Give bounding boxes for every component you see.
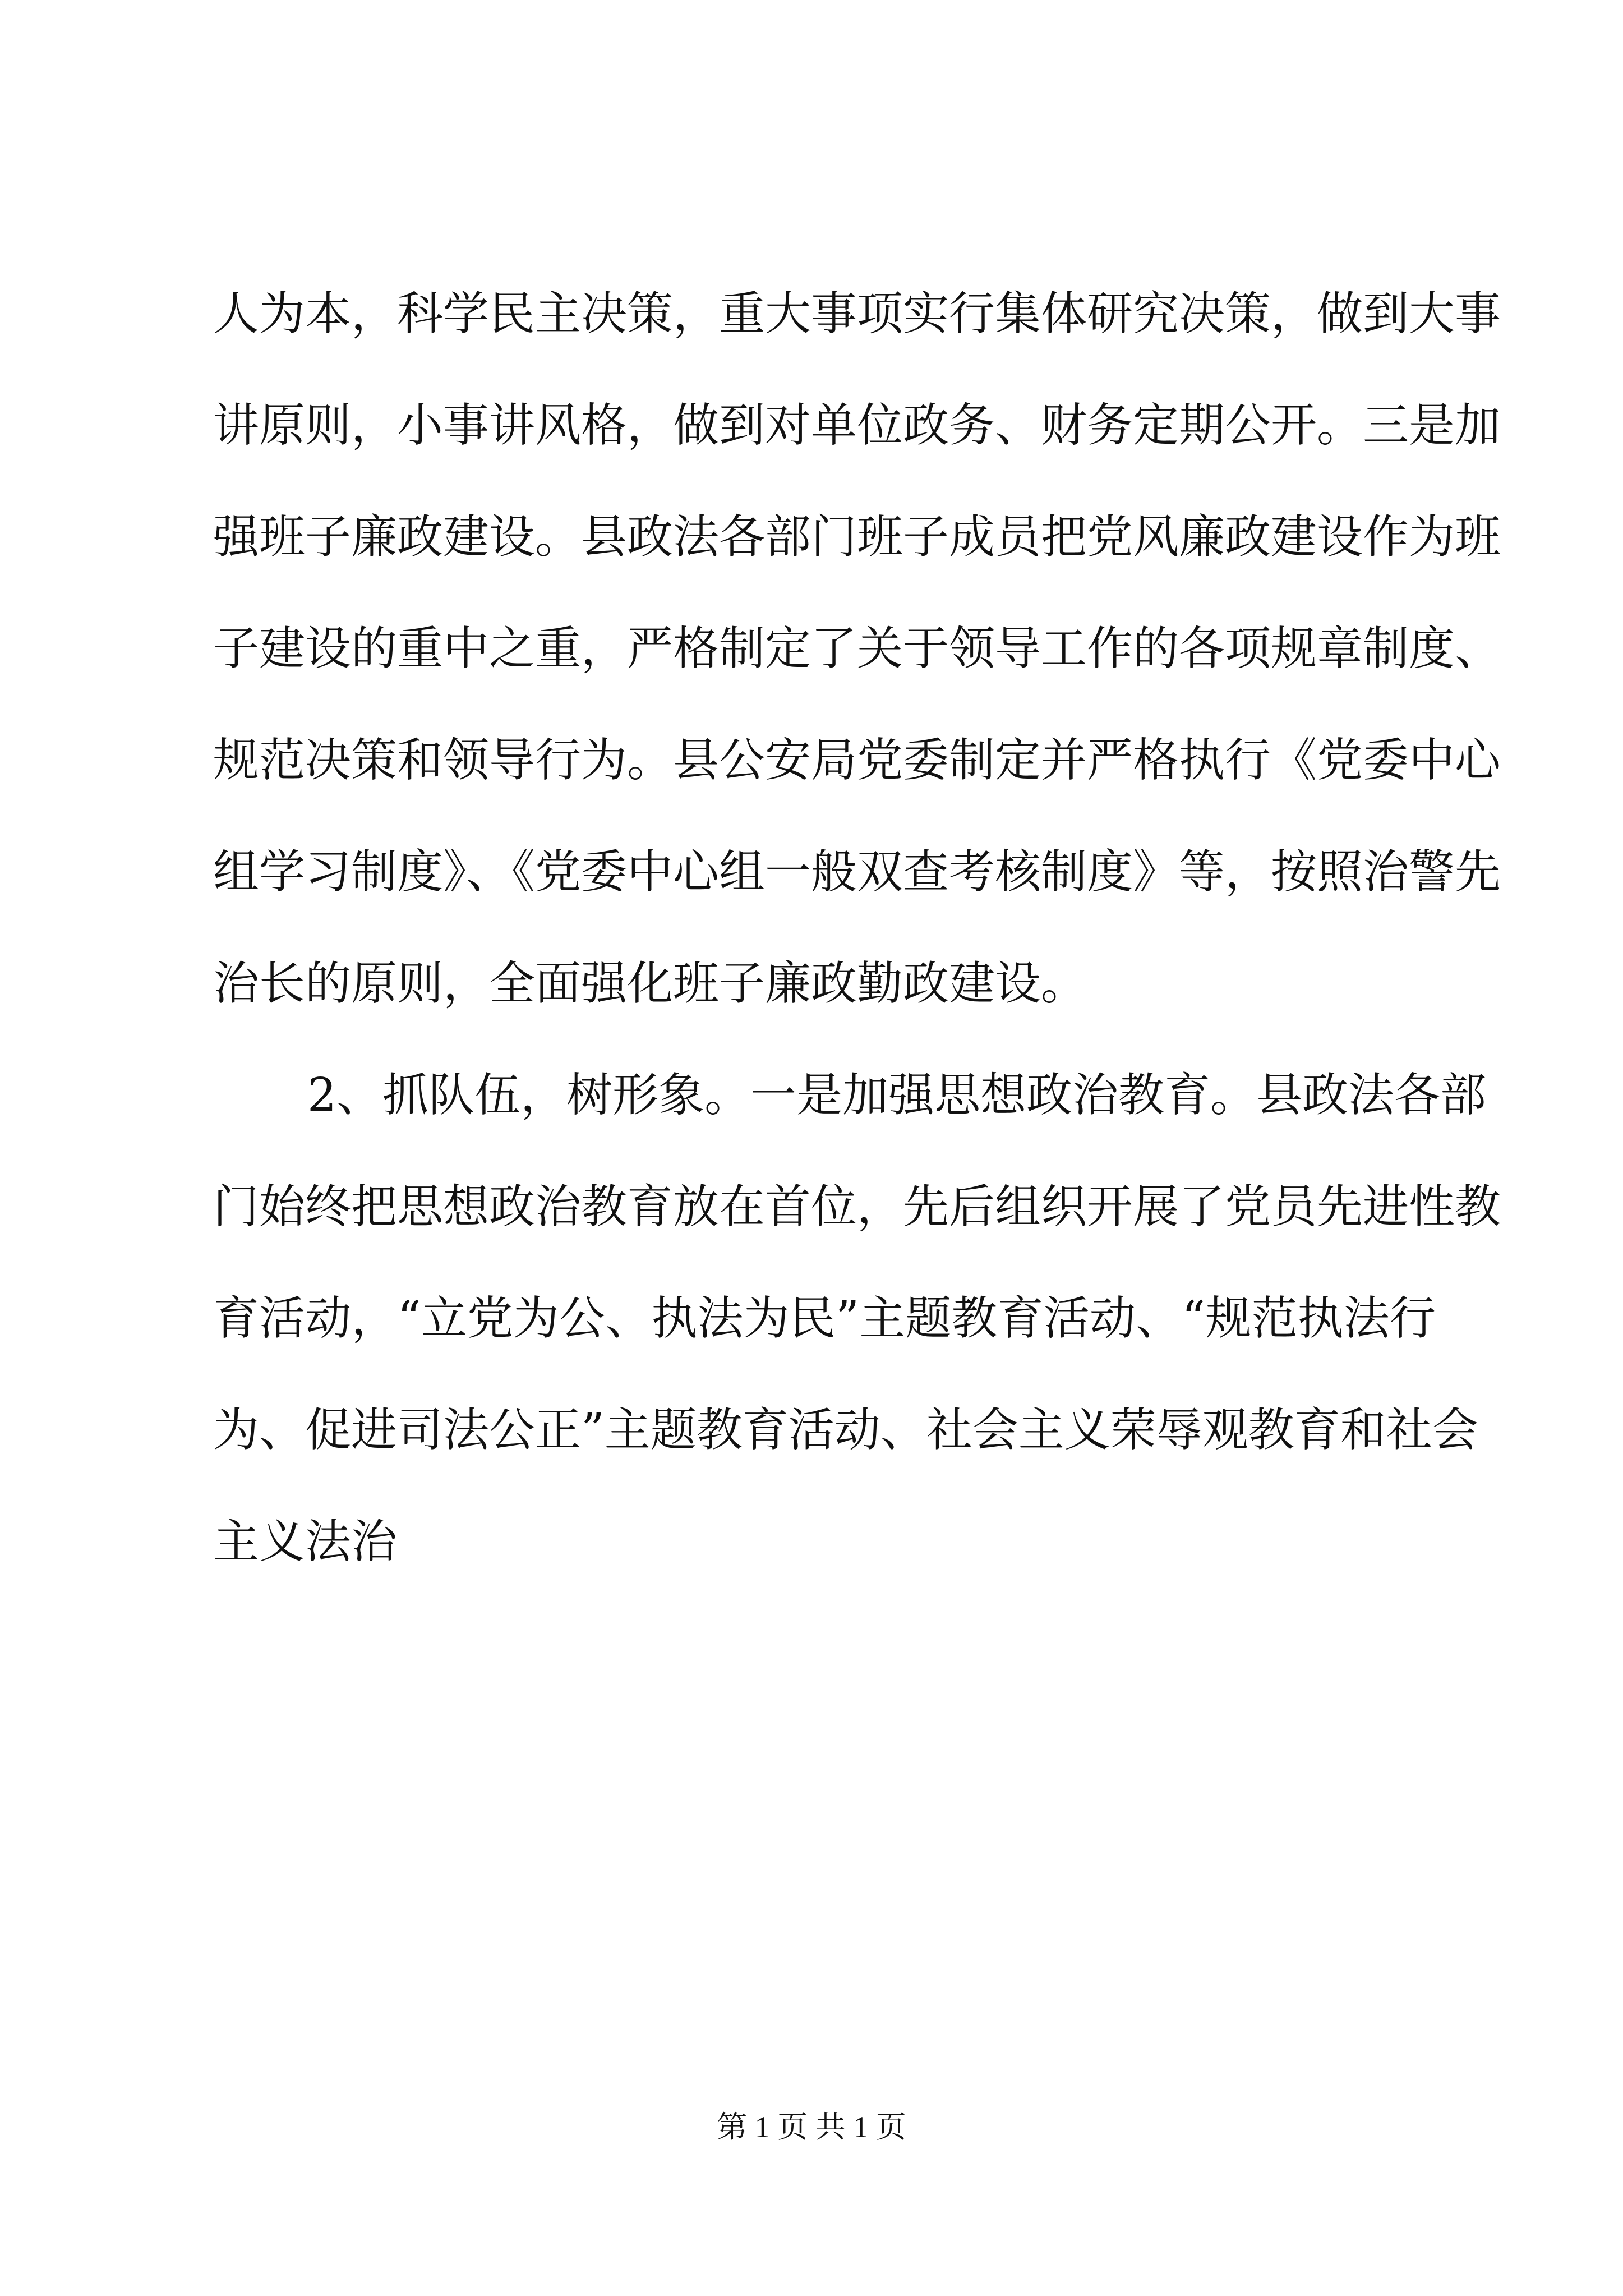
text-line: 治长的原则，全面强化班子廉政勤政建设。 <box>213 957 1087 1010</box>
page-number-footer: 第 1 页 共 1 页 <box>717 2110 906 2144</box>
text-line: 育活动，“立党为公、执法为民”主题教育活动、“规范执法行 <box>213 1292 1436 1345</box>
paragraph-1 <box>213 258 1501 1039</box>
text-line: 门始终把思想政治教育放在首位，先后组织开展了党员先进性教 <box>213 1180 1501 1234</box>
text-line: 人为本，科学民主决策，重大事项实行集体研究决策，做到大事 <box>213 287 1501 341</box>
text-line: 规范决策和领导行为。县公安局党委制定并严格执行《党委中心 <box>213 734 1501 787</box>
text-line: 讲原则，小事讲风格，做到对单位政务、财务定期公开。三是加 <box>213 399 1501 452</box>
text-line: 主义法治 <box>213 1515 398 1568</box>
paragraph-2 <box>213 1039 1501 1598</box>
text-line: 为、促进司法公正”主题教育活动、社会主义荣辱观教育和社会 <box>213 1404 1478 1457</box>
text-line: 2、抓队伍，树形象。一是加强思想政治教育。县政法各部 <box>307 1069 1487 1122</box>
text-line: 子建设的重中之重，严格制定了关于领导工作的各项规章制度、 <box>213 622 1501 675</box>
document-body <box>213 258 1501 1598</box>
text-line: 强班子廉政建设。县政法各部门班子成员把党风廉政建设作为班 <box>213 510 1501 564</box>
text-line: 组学习制度》、《党委中心组一般双查考核制度》等，按照治警先 <box>213 845 1501 899</box>
